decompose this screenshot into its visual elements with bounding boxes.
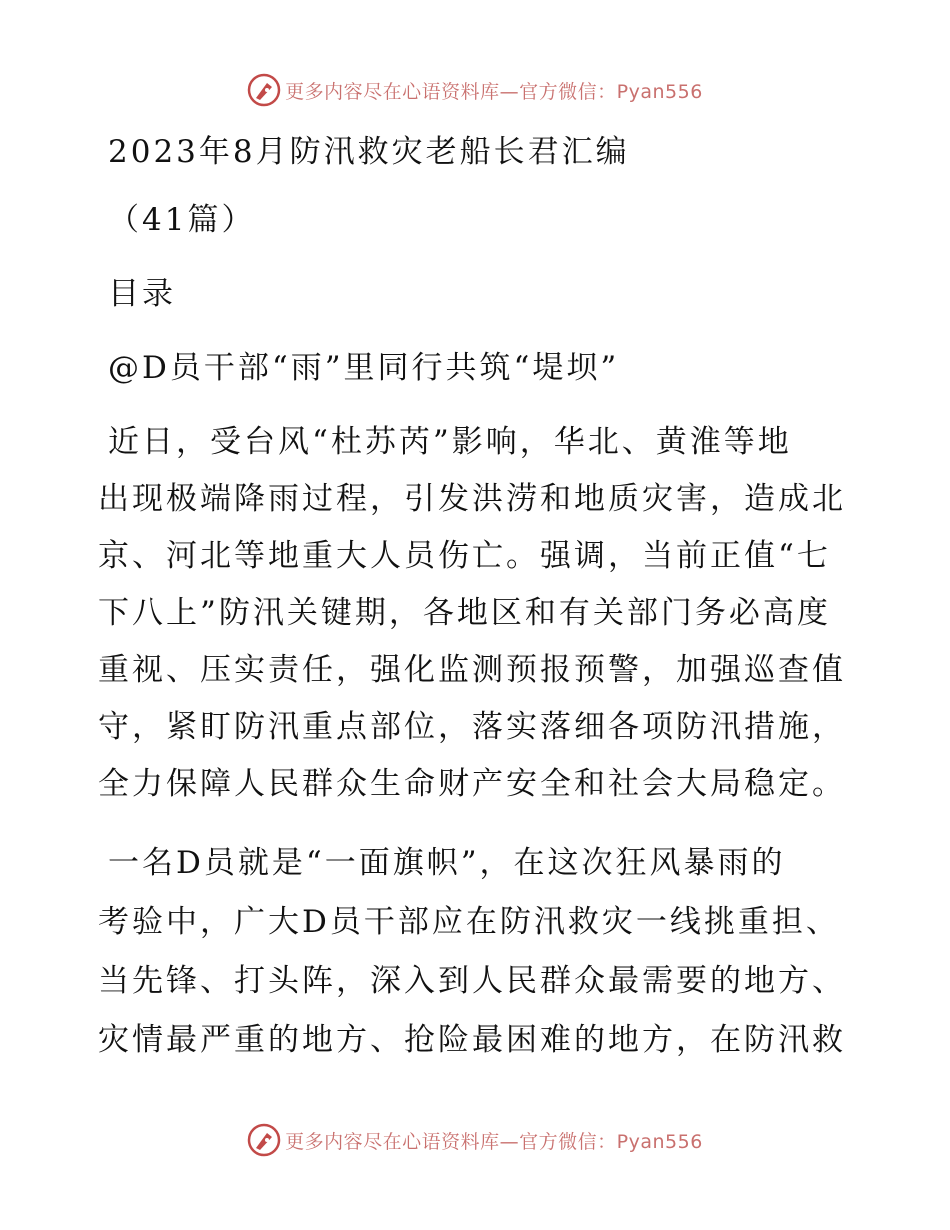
- watermark-text: 更多内容尽在心语资料库—官方微信：Pyan556: [285, 1130, 703, 1153]
- paragraph-1: [98, 414, 846, 813]
- pen-nib-logo-icon: [247, 73, 281, 107]
- paragraph-line: 下八上”防汛关键期，各地区和有关部门务必高度: [98, 595, 831, 631]
- paragraph-line: 灾情最严重的地方、抢险最困难的地方，在防汛救: [98, 1022, 846, 1058]
- watermark-text: 更多内容尽在心语资料库—官方微信：Pyan556: [285, 80, 703, 103]
- toc-heading: 目录: [108, 276, 176, 312]
- paragraph-line: 出现极端降雨过程，引发洪涝和地质灾害，造成北: [98, 481, 846, 517]
- header-watermark: [0, 70, 950, 110]
- article-count: （41篇）: [108, 202, 256, 238]
- article-title: @D员干部“雨”里同行共筑“堤坝”: [108, 350, 620, 386]
- paragraph-line: 考验中，广大D员干部应在防汛救灾一线挑重担、: [98, 904, 840, 940]
- paragraph-line: 全力保障人民群众生命财产安全和社会大局稳定。: [98, 766, 846, 802]
- paragraph-2: [98, 834, 846, 1070]
- footer-watermark: [0, 1120, 950, 1160]
- pen-nib-logo-icon: [247, 1123, 281, 1157]
- paragraph-line: 近日，受台风“杜苏芮”影响，华北、黄淮等地: [108, 424, 792, 460]
- paragraph-line: 重视、压实责任，强化监测预报预警，加强巡查值: [98, 652, 846, 688]
- paragraph-line: 当先锋、打头阵，深入到人民群众最需要的地方、: [98, 963, 846, 999]
- paragraph-line: 守，紧盯防汛重点部位，落实落细各项防汛措施，: [98, 709, 846, 745]
- paragraph-line: 京、河北等地重大人员伤亡。强调，当前正值“七: [98, 538, 831, 574]
- document-title: 2023年8月防汛救灾老船长君汇编: [108, 134, 630, 170]
- paragraph-line: 一名D员就是“一面旗帜”，在这次狂风暴雨的: [108, 845, 786, 881]
